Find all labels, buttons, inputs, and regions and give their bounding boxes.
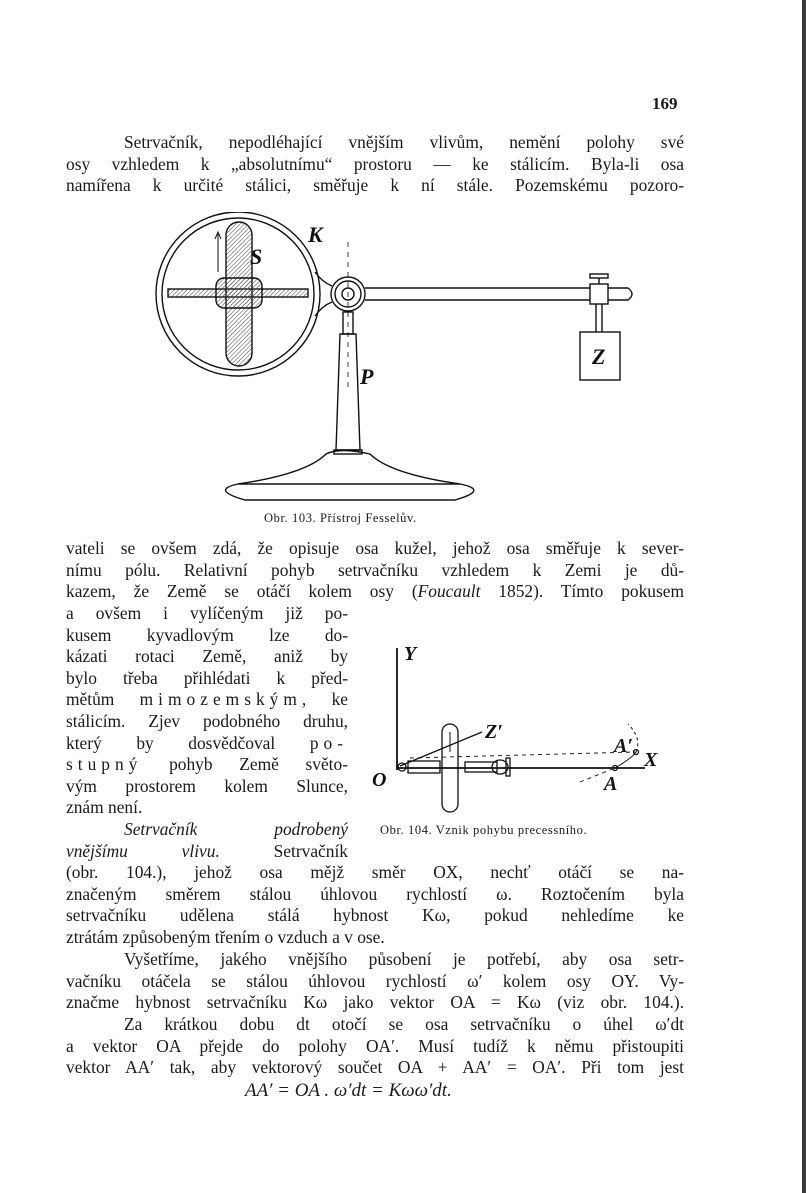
equation: AA′ = OA . ω′dt = Kωω′dt. bbox=[245, 1080, 452, 1101]
page-edge bbox=[802, 0, 806, 1193]
label-S: S bbox=[250, 244, 263, 269]
label-Z: Z bbox=[592, 344, 606, 369]
paragraph-3 bbox=[66, 862, 684, 948]
text-line: vým prostorem kolem Slunce, bbox=[66, 775, 348, 796]
label-K: K bbox=[308, 222, 323, 247]
label-O: O bbox=[372, 769, 387, 791]
figure-103-caption: Obr. 103. Přístroj Fesselův. bbox=[264, 511, 417, 525]
paragraph-4 bbox=[66, 949, 684, 1014]
text-line: setrvačníku udělena stálá hybnost Kω, pokud nehledíme ke bbox=[66, 905, 684, 926]
paragraph-2-narrow bbox=[66, 603, 348, 862]
text-line: a ovšem i vylíčeným již po- bbox=[66, 603, 348, 623]
text-line: osy vzhledem k „absolutnímu“ prostoru — ke stálicím. Byla-li osa bbox=[66, 153, 684, 174]
text-line: vateli se ovšem zdá, že opisuje osa kužel, jehož osa směřuje k sever- bbox=[66, 538, 684, 558]
label-P: P bbox=[360, 364, 374, 389]
text-line: značme hybnost setrvačníku Kω jako vektor OA = Kω (viz obr. 104.). bbox=[66, 992, 684, 1013]
text-line: ztrátám způsobeným třením o vzduch a v ose. bbox=[66, 926, 385, 947]
spaced-word: mimozemským bbox=[139, 689, 302, 710]
figure-104-precession bbox=[370, 640, 690, 815]
figure-103-fessel-apparatus bbox=[150, 212, 650, 512]
label-A: A bbox=[604, 773, 618, 795]
paragraph-5 bbox=[66, 1014, 684, 1079]
figure-104-caption: Obr. 104. Vznik pohybu precessního. bbox=[380, 823, 588, 837]
text-line: stálicím. Zjev podobného druhu, bbox=[66, 710, 348, 731]
section-heading-line: vnějšímu vlivu. Setrvačník bbox=[66, 840, 348, 861]
foucault-name: Foucault bbox=[417, 581, 481, 602]
text-line: nímu pólu. Relativní pohyb setrvačníku vzhledem k Zemi je dů- bbox=[66, 559, 684, 580]
section-heading-line: Setrvačník podrobený bbox=[124, 818, 348, 839]
text-line: (obr. 104.), jehož osa mějž směr OX, nechť otáčí se na- bbox=[66, 862, 684, 882]
text-line: značeným směrem stálou úhlovou rychlostí ω. Roztočením byla bbox=[66, 883, 684, 904]
text-line: namířena k určité stálici, směřuje k ní stále. Pozemskému pozoro- bbox=[66, 175, 684, 196]
label-A-prime: A′ bbox=[614, 735, 633, 757]
text-line: a vektor OA přejde do polohy OA′. Musí tudíž k němu přistoupiti bbox=[66, 1035, 684, 1056]
text-line: znám není. bbox=[66, 797, 143, 818]
text-line: mětům mimozemským, ke bbox=[66, 689, 348, 710]
text-line: který by dosvědčoval po- bbox=[66, 732, 348, 753]
text-line: kazem, že Země se otáčí kolem osy (Foucault 1852). Tímto pokusem bbox=[66, 581, 684, 602]
text-line: kázati rotaci Země, aniž by bbox=[66, 646, 348, 667]
label-Z-prime: Z′ bbox=[485, 721, 503, 743]
text-line: bylo třeba přihlédati k před- bbox=[66, 667, 348, 688]
text-line: Vyšetříme, jakého vnějšího působení je potřebí, aby osa setr- bbox=[124, 949, 684, 969]
text-line: stupný pohyb Země světo- bbox=[66, 754, 348, 775]
label-Y: Y bbox=[404, 643, 417, 665]
text-line: vektor AA′ tak, aby vektorový součet OA + AA′ = OA′. Při tom jest bbox=[66, 1057, 684, 1078]
paragraph-2 bbox=[66, 538, 684, 603]
text-line: Setrvačník, nepodléhající vnějším vlivům, nemění polohy své bbox=[124, 132, 684, 152]
label-X: X bbox=[644, 749, 658, 771]
page-number: 169 bbox=[652, 94, 678, 113]
paragraph-1 bbox=[66, 132, 684, 197]
text-line: vačníku otáčela se stálou úhlovou rychlostí ω′ kolem osy OY. Vy- bbox=[66, 970, 684, 991]
text-line: kusem kyvadlovým lze do- bbox=[66, 624, 348, 645]
text-line: Za krátkou dobu dt otočí se osa setrvačníku o úhel ω′dt bbox=[124, 1014, 684, 1034]
